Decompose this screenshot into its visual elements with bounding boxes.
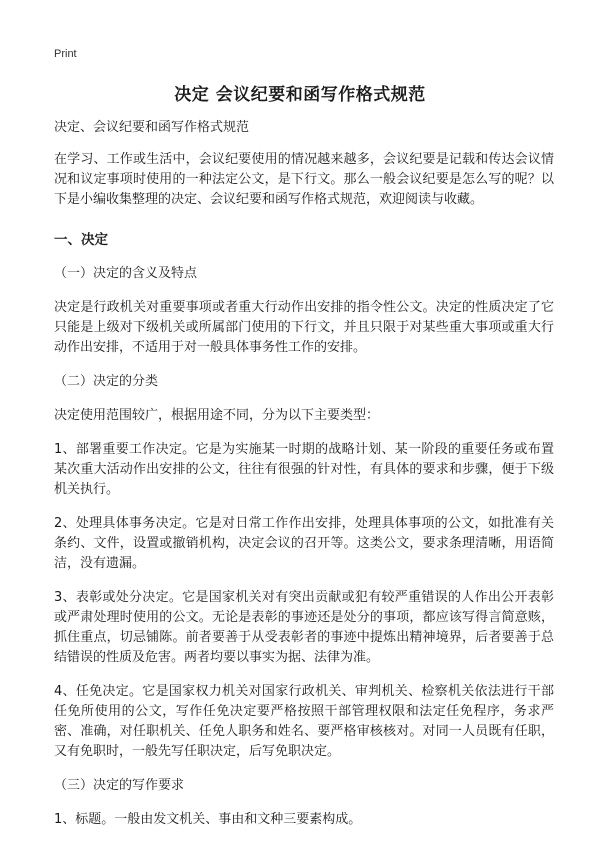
print-label: Print — [54, 48, 77, 60]
list-item: 4、任免决定。它是国家权力机关对国家行政机关、审判机关、检察机关依法进行干部任免所使用的公文，写作任免决定要严格按照干部管理权限和法定任免程序，务求严密、准确，对任职机关、任免人职务和姓名、要严格审核核对。对同一人员既有任职，又有免职时，一般先写任职决定，后写免职决定。 — [54, 684, 554, 759]
paragraph-meaning: 决定是行政机关对重要事项或者重大行动作出安排的指令性公文。决定的性质决定了它只能是上级对下级机关或所属部门使用的下行文，并且只限于对某些重大事项或重大行动作出安排，不适用于对一般具体事务性工作的安排。 — [54, 300, 554, 355]
subsection-heading-requirements: （三）决定的写作要求 — [54, 778, 185, 793]
document-body — [54, 118, 554, 844]
list-item: 2、处理具体事务决定。它是对日常工作作出安排，处理具体事项的公文，如批准有关条约、文件，设置或撤销机构，决定会议的召开等。这类公文，要求条理清晰，用语简洁，没有遗漏。 — [54, 516, 554, 571]
list-item: 1、标题。一般由发文机关、事由和文种三要素构成。 — [54, 812, 362, 827]
document-subtitle: 决定、会议纪要和函写作格式规范 — [54, 120, 250, 135]
subsection-heading-meaning: （一）决定的含义及特点 — [54, 266, 198, 281]
list-item: 3、表彰或处分决定。它是国家机关对有突出贡献或犯有较严重错误的人作出公开表彰或严肃处理时使用的公文。无论是表彰的事迹还是处分的事项，都应该写得言简意赅，抓住重点，切忌铺陈。前者要善于从受表彰者的事迹中提炼出精神境界，后者要善于总结错误的性质及危害。两者均要以事实为据、法律为准。 — [54, 590, 554, 665]
subsection-heading-classification: （二）决定的分类 — [54, 374, 159, 389]
list-item: 1、部署重要工作决定。它是为实施某一时期的战略计划、某一阶段的重要任务或布置某次重大活动作出安排的公文，往往有很强的针对性，有具体的要求和步骤，便于下级机关执行。 — [54, 442, 554, 497]
section-heading-decision: 一、决定 — [54, 232, 108, 248]
paragraph-classification-intro: 决定使用范围较广，根据用途不同，分为以下主要类型： — [54, 408, 380, 423]
intro-paragraph: 在学习、工作或生活中，会议纪要使用的情况越来越多，会议纪要是记载和传达会议情况和议定事项时使用的一种法定公文，是下行文。那么一般会议纪要是怎么写的呢？以下是小编收集整理的决定、会议纪要和函写作格式规范，欢迎阅读与收藏。 — [54, 152, 554, 207]
document-title: 决定 会议纪要和函写作格式规范 — [174, 85, 426, 105]
